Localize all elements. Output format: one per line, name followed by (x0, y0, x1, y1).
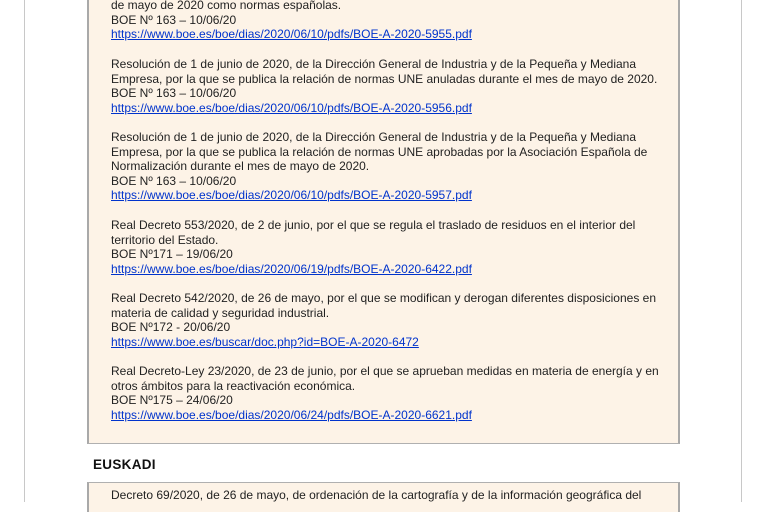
entry-reference: BOE Nº175 – 24/06/20 (111, 393, 233, 408)
entry-link[interactable]: https://www.boe.es/buscar/doc.php?id=BOE-A-2020-6472 (111, 334, 419, 349)
entry-link[interactable]: https://www.boe.es/boe/dias/2020/06/24/pdfs/BOE-A-2020-6621.pdf (111, 407, 472, 422)
entry-3 (111, 130, 666, 203)
entry-2 (111, 57, 666, 115)
entry-reference: BOE Nº 163 – 10/06/20 (111, 173, 237, 188)
entry-text: Real Decreto-Ley 23/2020, de 23 de junio, por el que se aprueban medidas en materia de energía y en otros ámbitos para la reactivación económica. (111, 364, 659, 393)
entry-5 (111, 291, 666, 349)
entry-6 (111, 364, 666, 422)
entry-link[interactable]: https://www.boe.es/boe/dias/2020/06/10/pdfs/BOE-A-2020-5957.pdf (111, 188, 472, 203)
entry-next (111, 488, 666, 503)
entry-1 (111, 0, 666, 42)
entry-text: de mayo de 2020 como normas españolas. (111, 0, 342, 12)
entry-text: Real Decreto 542/2020, de 26 de mayo, por el que se modifican y derogan diferentes disposiciones en materia de calidad y seguridad industrial. (111, 291, 657, 320)
entry-link[interactable]: https://www.boe.es/boe/dias/2020/06/10/pdfs/BOE-A-2020-5956.pdf (111, 100, 472, 115)
entry-text: Decreto 69/2020, de 26 de mayo, de ordenación de la cartografía y de la información geográfica del (111, 488, 642, 502)
entry-text: Resolución de 1 de junio de 2020, de la Dirección General de Industria y de la Pequeña y Mediana Empresa, por la que se publica la relación de normas UNE anuladas durante el mes de mayo de 2020. (111, 57, 658, 86)
entry-reference: BOE Nº 163 – 10/06/20 (111, 86, 237, 101)
entry-reference: BOE Nº 163 – 10/06/20 (111, 12, 237, 27)
entry-reference: BOE Nº172 - 20/06/20 (111, 320, 231, 335)
entry-link[interactable]: https://www.boe.es/boe/dias/2020/06/10/pdfs/BOE-A-2020-5955.pdf (111, 27, 472, 42)
entry-reference: BOE Nº171 – 19/06/20 (111, 247, 233, 262)
entry-text: Resolución de 1 de junio de 2020, de la Dirección General de Industria y de la Pequeña y Mediana Empresa, por la que se publica la relación de normas UNE aprobadas por la Asociación Española de Normalización durante el mes de mayo de 2020. (111, 130, 648, 174)
entry-link[interactable]: https://www.boe.es/boe/dias/2020/06/19/pdfs/BOE-A-2020-6422.pdf (111, 261, 472, 276)
entry-text: Real Decreto 553/2020, de 2 de junio, por el que se regula el traslado de residuos en el interior del territorio del Estado. (111, 218, 636, 247)
section-title-euskadi: EUSKADI (93, 457, 156, 472)
entry-4 (111, 218, 666, 276)
